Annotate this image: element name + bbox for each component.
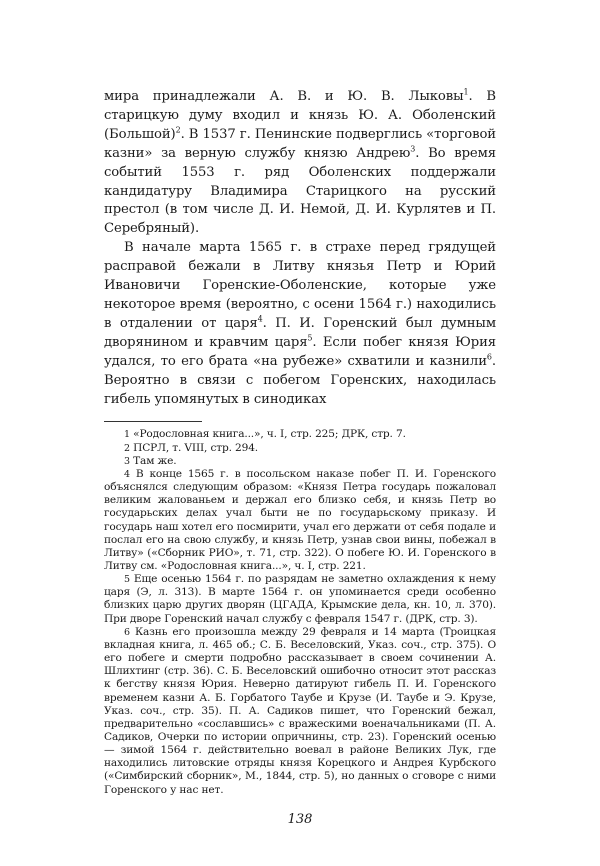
footnote-number: 5 <box>124 574 130 586</box>
page-content <box>104 88 496 797</box>
footnote-text: «Родословная книга...», ч. I, стр. 225; ДРК, стр. 7. <box>133 428 406 441</box>
footnotes <box>104 428 496 796</box>
paragraph-2 <box>104 239 496 409</box>
footnote-number: 6 <box>124 626 130 638</box>
footnote-number: 4 <box>124 468 130 480</box>
footnote-number: 1 <box>124 429 130 441</box>
footnote-text: ПСРЛ, т. VIII, стр. 294. <box>133 441 259 454</box>
footnote-ref-1: 1 <box>463 87 469 97</box>
footnote-ref-4: 4 <box>257 314 263 324</box>
footnote-ref-5: 5 <box>307 333 313 343</box>
footnote-6 <box>104 626 496 797</box>
footnote-5 <box>104 573 496 626</box>
footnote-ref-3: 3 <box>410 144 416 154</box>
footnote-text: Еще осенью 1564 г. по разрядам не заметно охлаждения к нему царя (Э, л. 313). В марте 1564 г. он упоминается среди особенно близких царю других дворян (ЦГАДА, Крымские дела, кн. 10, л. 370). При дворе Горенский начал службу с февраля 1547 г. (ДРК, стр. 3). <box>104 573 496 625</box>
p1-text-2: . В старицкую думу входил и князь Ю. А. Оболенский (Большой) <box>104 89 496 142</box>
footnote-text: Там же. <box>133 454 177 467</box>
main-text <box>104 88 496 409</box>
p2-text-3: . Если побег князя Юрия удался, то его брата «на рубеже» схватили и казнили <box>104 334 496 369</box>
paragraph-1 <box>104 88 496 239</box>
footnote-divider <box>104 421 202 422</box>
footnote-ref-6: 6 <box>486 352 492 362</box>
footnote-text: В конце 1565 г. в посольском наказе побег П. И. Горенского объяснялся следующим образом: «Князя Петра государь пожаловал великим жалованьем и держал его близко себя, и князь Петр во государьских делах учал быти не по государьскому приказу. И государь наш хотел его посмирити, учал его держати от себя подале и послал его на свою службу, и князь Петр, узнав свои вины, побежал в Литву» («Сборник РИО», т. 71, стр. 322). О побеге Ю. И. Горенского в Литву см. «Родословная книга...», ч. I, стр. 221. <box>104 467 496 572</box>
footnote-ref-2: 2 <box>175 125 181 135</box>
footnote-1 <box>104 428 496 441</box>
p2-text-1: В начале марта 1565 г. в страхе перед грядущей расправой бежали в Литву князья Петр и Юрий Ивановичи Горенские-Оболенские, которые уже некоторое время (вероятно, с осени 1564 г.) находились в отдалении от царя <box>104 240 496 331</box>
page-number: 138 <box>287 812 313 827</box>
footnote-3 <box>104 455 496 468</box>
footnote-2 <box>104 442 496 455</box>
p2-text-4: . Вероятно в связи с побегом Горенских, находилась гибель упомянутых в синодиках <box>104 353 496 407</box>
p2-text-2: . П. И. Горенский был думным дворянином и кравчим царя <box>104 315 496 350</box>
p1-text-4: . Во время событий 1553 г. ряд Оболенских поддержали кандидатуру Владимира Старицкого на русский престол (в том числе Д. И. Немой, Д. И. Курлятев и П. Серебряный). <box>104 145 496 237</box>
footnote-number: 3 <box>124 455 130 467</box>
p1-text-3: . В 1537 г. Пенинские подверглись «торговой казни» за верную службу князю Андрею <box>104 126 496 161</box>
p1-text-1: мира принадлежали А. В. и Ю. В. Лыковы <box>104 89 464 104</box>
footnote-text: Казнь его произошла между 29 февраля и 14 марта (Троицкая вкладная книга, л. 465 об.; С. Б. Веселовский, Указ. соч., стр. 375). О его побеге и смерти подробно рассказывает в своем сочинении А. Шлихтинг (стр. 36). С. Б. Веселовский ошибочно относит этот рассказ к бегству князя Юрия. Неверно датируют гибель П. И. Горенского временем казни А. Б. Горбатого Таубе и Крузе (И. Таубе и Э. Крузе, Указ. соч., стр. 35). П. А. Садиков пишет, что Горенский бежал, предварительно «сославшись» с вражескими военачальниками (П. А. Садиков, Очерки по истории опричнины, стр. 23). Горенский осенью — зимой 1564 г. действительно воевал в районе Великих Лук, где находились литовские отряды князя Корецкого и Андрея Курбского («Симбирский сборник», М., 1844, стр. 5), но данных о сговоре с ними Горенского у нас нет. <box>104 625 497 796</box>
footnote-4 <box>104 468 496 573</box>
footnote-number: 2 <box>124 442 130 454</box>
